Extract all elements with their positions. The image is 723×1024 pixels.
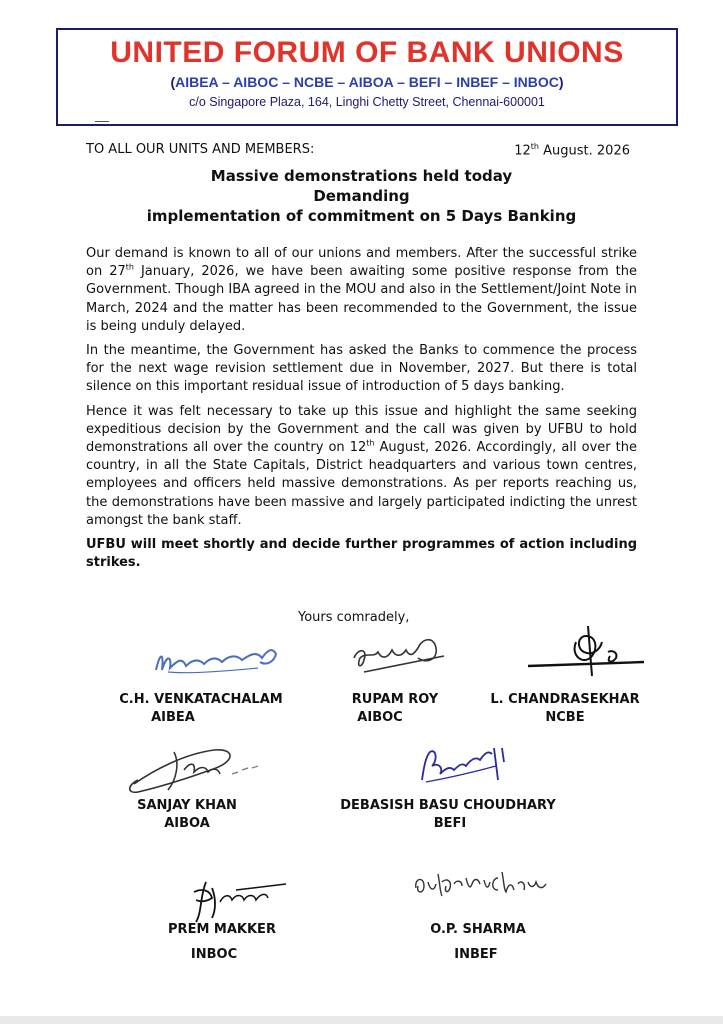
organization-address: c/o Singapore Plaza, 164, Linghi Chetty Street, Chennai-600001 — [189, 95, 545, 109]
affiliates-list: AIBEA – AIBOC – NCBE – AIBOA – BEFI – INBEF – INBOC — [175, 74, 559, 90]
affiliates-close-paren: ) — [558, 74, 564, 90]
signatory-org-3: NCBE — [545, 710, 585, 725]
divider — [95, 121, 109, 122]
signatory-name-5: DEBASISH BASU CHOUDHARY — [340, 798, 556, 813]
date-rest: August. 2026 — [539, 143, 630, 159]
paragraph-3-text-b: August, 2026. Accordingly, all over the country, in all the State Capitals, District headquarters and various town centres, employees and officers held massive demonstrations. As per reports reaching us, the demonstrations have been massive and largely participated indicting the unrest amongst the bank staff. — [86, 440, 637, 528]
signatory-name-7: O.P. SHARMA — [430, 922, 526, 937]
organization-name: UNITED FORUM OF BANK UNIONS — [110, 36, 624, 69]
heading-line-1: Massive demonstrations held today — [210, 167, 513, 185]
signature-prem-makker — [176, 868, 296, 924]
signatory-name-2: RUPAM ROY — [351, 692, 439, 707]
signatory-org-5: BEFI — [433, 816, 467, 831]
signature-rupam-roy — [344, 628, 454, 688]
paragraph-1-sup: th — [125, 262, 134, 272]
paragraph-1-text-b: January, 2026, we have been awaiting some positive response from the Government. Though IBA agreed in the MOU and also in the Settlement/Joint Note in March, 2024 and the matter has been recommended to the Government, the issue is being unduly delayed. — [86, 264, 637, 334]
heading-line-2: Demanding — [313, 187, 410, 205]
letter-headings — [86, 166, 637, 226]
signatory-name-1: C.H. VENKATACHALAM — [119, 692, 283, 707]
signature-chandrasekhar — [526, 622, 656, 682]
signature-venkatachalam — [148, 632, 288, 682]
addressee: TO ALL OUR UNITS AND MEMBERS: — [86, 142, 315, 157]
letterhead — [56, 28, 678, 126]
paragraph-1 — [86, 245, 637, 336]
page-bottom-edge — [0, 1016, 723, 1024]
paragraph-1-text-a: Our demand is known to all of our unions and members. After the successful strike on 27 — [86, 246, 637, 280]
paragraph-2: In the meantime, the Government has asked the Banks to commence the process for the next wage revision settlement due in November, 2027. But there is total silence on this important residual issue of introduction of 5 days banking. — [86, 343, 637, 395]
signatory-org-2: AIBOC — [357, 710, 403, 725]
letter-date — [514, 142, 630, 158]
affiliates-open-paren: ( — [170, 74, 176, 90]
signatory-org-4: AIBOA — [164, 816, 210, 831]
salutation: Yours comradely, — [298, 610, 410, 625]
affiliated-unions — [58, 74, 676, 90]
signatory-name-6: PREM MAKKER — [168, 922, 276, 937]
signatory-org-7: INBEF — [454, 947, 498, 962]
signatory-org-6: INBOC — [190, 947, 238, 962]
paragraph-3-sup: th — [366, 438, 375, 448]
signature-sanjay-khan — [124, 740, 274, 802]
closing-note: UFBU will meet shortly and decide further programmes of action including strikes. — [86, 537, 637, 571]
letter-body — [86, 245, 637, 578]
signatory-name-3: L. CHANDRASEKHAR — [490, 692, 640, 707]
signatory-org-1: AIBEA — [151, 710, 195, 725]
heading-line-3: implementation of commitment on 5 Days Banking — [146, 207, 577, 225]
signatory-name-4: SANJAY KHAN — [137, 798, 237, 813]
paragraph-3 — [86, 403, 637, 530]
signature-op-sharma — [412, 868, 552, 902]
signature-debasish-basu-choudhary — [418, 742, 508, 788]
date-day: 12 — [514, 143, 531, 159]
paragraph-3-text-a: Hence it was felt necessary to take up this issue and highlight the same seeking expeditious decision by the Government and the call was given by UFBU to hold demonstrations all over the country on 12 — [86, 403, 637, 456]
date-suffix: th — [530, 142, 540, 151]
